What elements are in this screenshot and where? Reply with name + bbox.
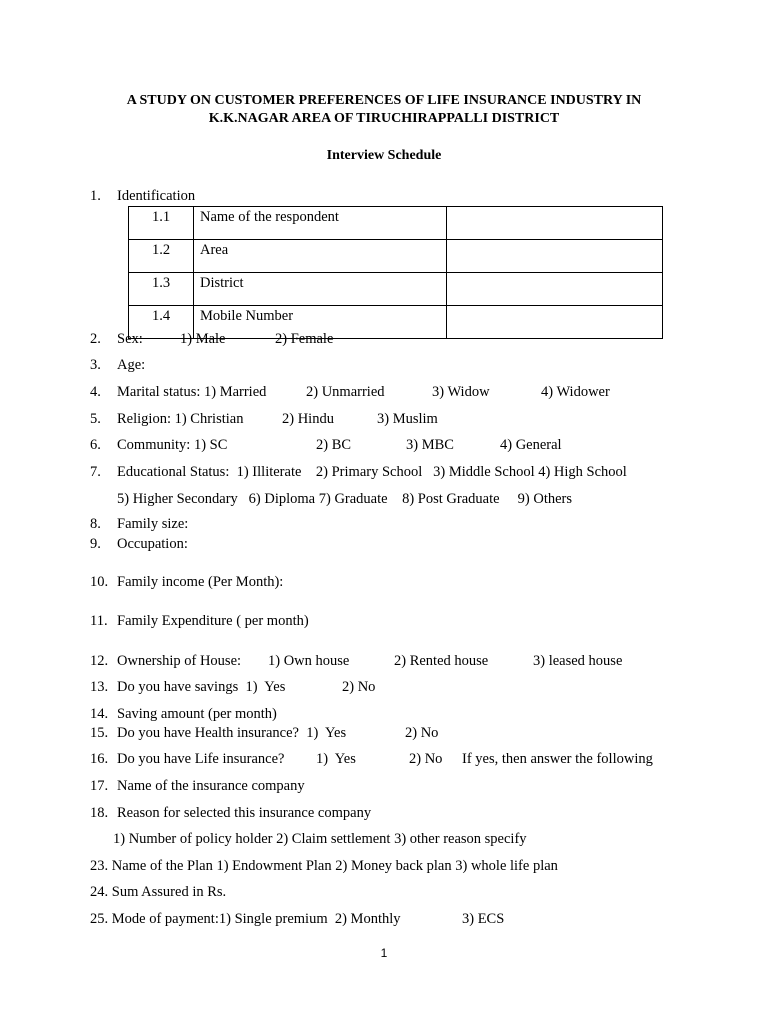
q18-options: 1) Number of policy holder 2) Claim settlement 3) other reason specify — [113, 831, 527, 847]
q16-note: If yes, then answer the following — [462, 751, 653, 767]
q17-number: 17. — [90, 778, 109, 794]
row-number: 1.4 — [129, 306, 194, 339]
q3-label: Age: — [117, 357, 146, 373]
row-answer-cell[interactable] — [447, 240, 663, 273]
row-label: District — [194, 273, 447, 306]
row-label: Area — [194, 240, 447, 273]
q4-label: Marital status: 1) Married — [117, 384, 267, 400]
q7-line2: 5) Higher Secondary 6) Diploma 7) Graduate 8) Post Graduate 9) Others — [117, 491, 573, 507]
q24-line: 24. Sum Assured in Rs. — [90, 884, 227, 900]
q2-label: Sex: — [117, 331, 143, 347]
q12-option-own: 1) Own house — [268, 653, 350, 669]
identification-table — [128, 206, 663, 339]
document-title-line2: K.K.NAGAR AREA OF TIRUCHIRAPPALLI DISTRICT — [208, 111, 560, 126]
q9-number: 9. — [90, 536, 101, 552]
q8-number: 8. — [90, 516, 101, 532]
q5-option-muslim: 3) Muslim — [377, 411, 438, 427]
q2-option-female: 2) Female — [275, 331, 334, 347]
q13-option-no: 2) No — [342, 679, 376, 695]
q1-label: Identification — [117, 188, 196, 204]
q12-option-leased: 3) leased house — [533, 653, 623, 669]
q4-option-widower: 4) Widower — [541, 384, 610, 400]
q12-option-rented: 2) Rented house — [394, 653, 489, 669]
q8-label: Family size: — [117, 516, 189, 532]
q10-label: Family income (Per Month): — [117, 574, 284, 590]
q6-option-bc: 2) BC — [316, 437, 352, 453]
q15-option-no: 2) No — [405, 725, 439, 741]
q3-number: 3. — [90, 357, 101, 373]
document-title-line1: A STUDY ON CUSTOMER PREFERENCES OF LIFE INSURANCE INDUSTRY IN — [126, 93, 642, 108]
q16-label: Do you have Life insurance? — [117, 751, 285, 767]
q9-label: Occupation: — [117, 536, 188, 552]
q16-option-no: 2) No — [409, 751, 443, 767]
q25-option-ecs: 3) ECS — [462, 911, 505, 927]
q7-number: 7. — [90, 464, 101, 480]
q2-number: 2. — [90, 331, 101, 347]
q12-label: Ownership of House: — [117, 653, 242, 669]
q6-label: Community: 1) SC — [117, 437, 228, 453]
q12-number: 12. — [90, 653, 109, 669]
q5-label: Religion: 1) Christian — [117, 411, 244, 427]
q16-number: 16. — [90, 751, 109, 767]
q13-label: Do you have savings 1) Yes — [117, 679, 286, 695]
row-answer-cell[interactable] — [447, 306, 663, 339]
q13-number: 13. — [90, 679, 109, 695]
q5-number: 5. — [90, 411, 101, 427]
q23-line: 23. Name of the Plan 1) Endowment Plan 2) Money back plan 3) whole life plan — [90, 858, 558, 874]
row-answer-cell[interactable] — [447, 273, 663, 306]
row-number: 1.3 — [129, 273, 194, 306]
table-row — [129, 273, 663, 306]
q2-option-male: 1) Male — [180, 331, 226, 347]
table-row — [129, 240, 663, 273]
table-row — [129, 207, 663, 240]
q14-number: 14. — [90, 706, 109, 722]
q16-option-yes: 1) Yes — [316, 751, 356, 767]
q1-number: 1. — [90, 188, 101, 204]
q15-number: 15. — [90, 725, 109, 741]
q14-label: Saving amount (per month) — [117, 706, 277, 722]
row-answer-cell[interactable] — [447, 207, 663, 240]
q10-number: 10. — [90, 574, 109, 590]
q4-number: 4. — [90, 384, 101, 400]
q25-line: 25. Mode of payment:1) Single premium 2) Monthly — [90, 911, 401, 927]
q15-label: Do you have Health insurance? 1) Yes — [117, 725, 347, 741]
row-label: Name of the respondent — [194, 207, 447, 240]
q6-number: 6. — [90, 437, 101, 453]
q5-option-hindu: 2) Hindu — [282, 411, 334, 427]
q7-line1: Educational Status: 1) Illiterate 2) Primary School 3) Middle School 4) High School — [117, 464, 627, 480]
q17-label: Name of the insurance company — [117, 778, 305, 794]
row-number: 1.2 — [129, 240, 194, 273]
q11-label: Family Expenditure ( per month) — [117, 613, 309, 629]
q6-option-mbc: 3) MBC — [406, 437, 454, 453]
q18-label: Reason for selected this insurance company — [117, 805, 372, 821]
q6-option-general: 4) General — [500, 437, 562, 453]
q11-number: 11. — [90, 613, 108, 629]
document-subtitle: Interview Schedule — [326, 148, 442, 163]
q18-number: 18. — [90, 805, 109, 821]
row-label: Mobile Number — [194, 306, 447, 339]
q4-option-widow: 3) Widow — [432, 384, 490, 400]
q4-option-unmarried: 2) Unmarried — [306, 384, 385, 400]
page-number: 1 — [380, 946, 388, 960]
row-number: 1.1 — [129, 207, 194, 240]
